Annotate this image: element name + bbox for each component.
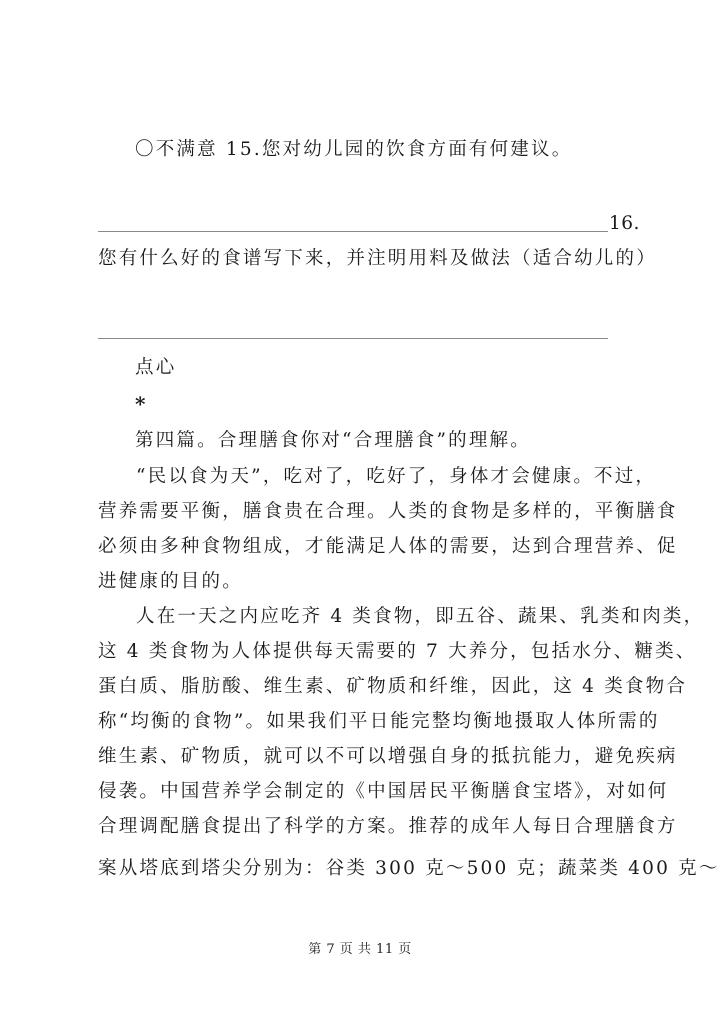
paragraph-1-line-2: 营养需要平衡，膳食贵在合理。人类的食物是多样的，平衡膳食	[98, 501, 678, 522]
page-number-footer: 第 7 页 共 11 页	[308, 942, 412, 957]
answer-underline-16	[98, 338, 608, 339]
paragraph-2-line-2: 这 4 类食物为人体提供每天需要的 7 大养分，包括水分、糖类、	[98, 641, 697, 662]
section-title: 第四篇。合理膳食你对“合理膳食”的理解。	[135, 430, 531, 451]
asterisk-marker: *	[135, 392, 146, 416]
snack-label: 点心	[135, 357, 177, 378]
paragraph-2-line-1: 人在一天之内应吃齐 4 类食物，即五谷、蔬果、乳类和肉类，	[136, 606, 705, 627]
paragraph-1-line-3: 必须由多种食物组成，才能满足人体的需要，达到合理营养、促	[98, 536, 678, 557]
paragraph-1-line-1: “民以食为天”，吃对了，吃好了，身体才会健康。不过，	[136, 466, 657, 487]
paragraph-2-line-4: 称“均衡的食物”。如果我们平日能完整均衡地摄取人体所需的	[98, 711, 660, 732]
question-16-text: 您有什么好的食谱写下来，并注明用料及做法（适合幼儿的）	[98, 248, 657, 269]
paragraph-2-line-3: 蛋白质、脂肪酸、维生素、矿物质和纤维，因此，这 4 类食物合	[98, 676, 688, 697]
paragraph-2-line-6: 侵袭。中国营养学会制定的《中国居民平衡膳食宝塔》，对如何	[98, 781, 669, 802]
paragraph-2-line-7: 合理调配膳食提出了科学的方案。推荐的成年人每日合理膳食方	[98, 816, 678, 837]
paragraph-2-line-5: 维生素、矿物质，就可以不可以增强自身的抵抗能力，避免疾病	[98, 746, 678, 767]
paragraph-1-line-4: 进健康的目的。	[98, 571, 243, 592]
paragraph-2-line-8: 案从塔底到塔尖分别为：谷类 300 克～500 克；蔬菜类 400 克～	[98, 858, 720, 879]
question-16-number: 16.	[609, 213, 640, 234]
answer-underline-15	[98, 231, 608, 232]
question-15-line: 〇不满意 15.您对幼儿园的饮食方面有何建议。	[135, 139, 573, 160]
